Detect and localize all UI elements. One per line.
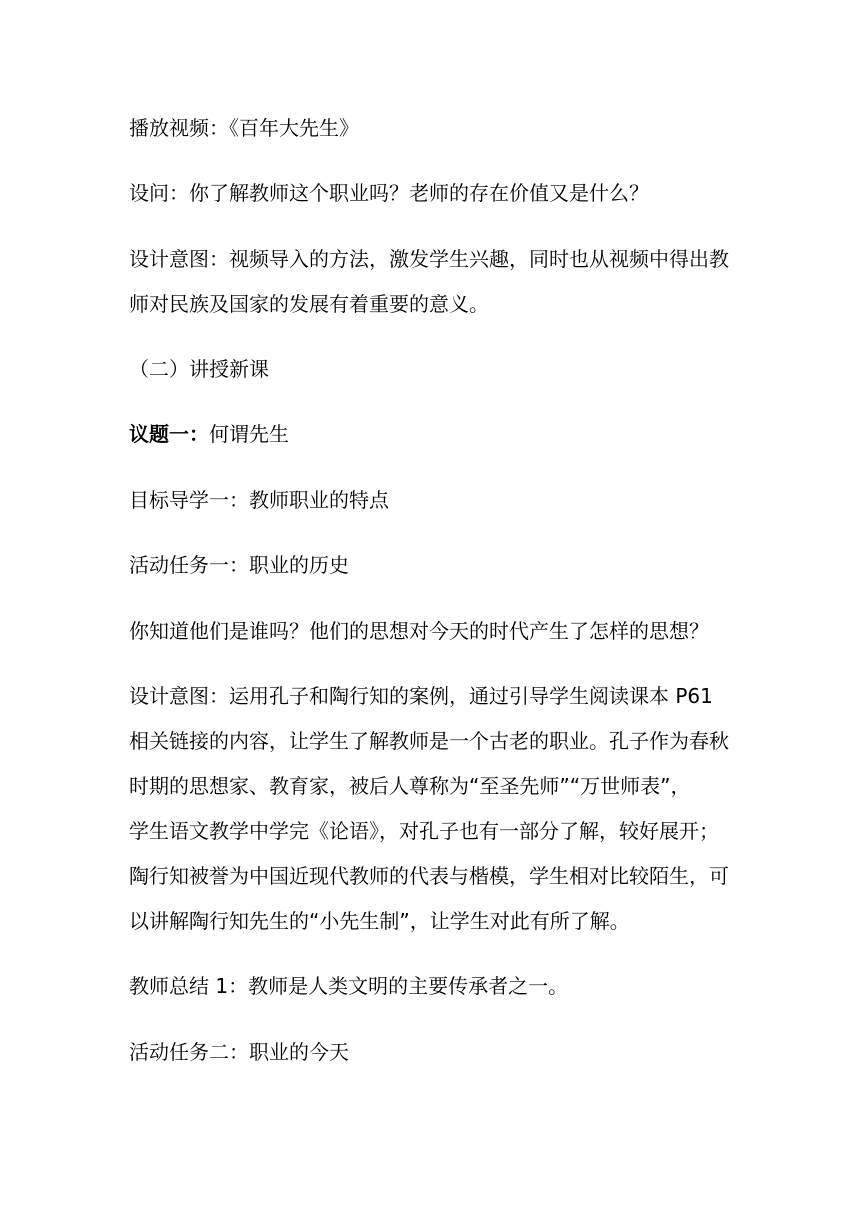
video-line: 播放视频：《百年大先生》 [129, 116, 359, 140]
intent1-line-1: 设计意图：视频导入的方法，激发学生兴趣，同时也从视频中得出教 [129, 247, 729, 271]
question-line: 设问：你了解教师这个职业吗？老师的存在价值又是什么？ [129, 181, 649, 205]
intent2-line-2: 相关链接的内容，让学生了解教师是一个古老的职业。孔子作为春秋 [129, 729, 729, 753]
topic1-heading [129, 418, 739, 450]
summary1-line: 教师总结 1：教师是人类文明的主要传承者之一。 [129, 974, 569, 998]
intent2-line-1: 设计意图：运用孔子和陶行知的案例，通过引导学生阅读课本 P61 [129, 684, 713, 708]
activity2-line: 活动任务二：职业的今天 [129, 1040, 349, 1064]
activity1-line: 活动任务一：职业的历史 [129, 553, 349, 577]
topic1-label: 议题一： [129, 422, 209, 446]
intent2-line-3: 时期的思想家、教育家，被后人尊称为“至圣先师”“万世师表”， [129, 774, 691, 798]
intent2-line-5: 陶行知被誉为中国近现代教师的代表与楷模，学生相对比较陌生，可 [129, 864, 729, 888]
intent2-line-4: 学生语文教学中学完《论语》，对孔子也有一部分了解，较好展开； [129, 819, 719, 843]
topic1-title: 何谓先生 [209, 422, 289, 446]
goal1-line: 目标导学一：教师职业的特点 [129, 488, 389, 512]
intent2-line-6: 以讲解陶行知先生的“小先生制”，让学生对此有所了解。 [129, 909, 630, 933]
intent1-line-2: 师对民族及国家的发展有着重要的意义。 [129, 292, 489, 316]
ask-line: 你知道他们是谁吗？他们的思想对今天的时代产生了怎样的思想？ [129, 619, 709, 643]
section-heading: （二）讲授新课 [129, 357, 269, 381]
